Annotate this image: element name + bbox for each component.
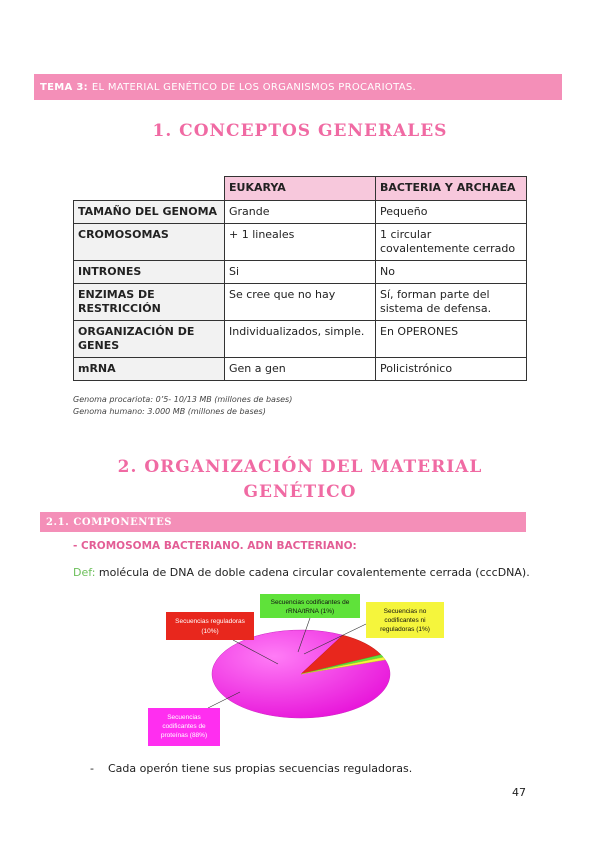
cell-bacteria: No [376,261,527,284]
subsection-bar: 2.1. COMPONENTES [40,512,526,532]
definition [73,566,530,579]
topic-banner [34,74,562,100]
row-label: mRNA [74,358,225,381]
label-proteins [148,708,220,746]
label-proteins-line2: codificantes de [162,723,206,730]
row-label: INTRONES [74,261,225,284]
label-box-regulatory [166,612,254,640]
definition-text: molécula de DNA de doble cadena circular covalentemente cerrada (cccDNA). [95,566,530,579]
row-label: ORGANIZACIÓN DE GENES [74,321,225,358]
pie-chart [148,592,454,752]
table-row [74,224,527,261]
cell-bacteria: Policistrónico [376,358,527,381]
cell-bacteria: En OPERONES [376,321,527,358]
topic-prefix: TEMA 3: [40,81,88,93]
page-number: 47 [512,786,526,799]
table-row [74,321,527,358]
genome-note-human: Genoma humano: 3.000 MB (millones de bases) [73,407,266,416]
table-corner [74,177,225,201]
label-rrna-line1: Secuencias codificantes de [270,599,350,606]
definition-key: Def: [73,566,96,579]
table-header-row [74,177,527,201]
table-row [74,201,527,224]
cell-eukarya: Gen a gen [225,358,376,381]
label-noncoding-line2: codificantes ni [384,617,426,624]
row-label: CROMOSOMAS [74,224,225,261]
label-regulatory [166,612,254,640]
section-1-title: 1. CONCEPTOS GENERALES [152,121,448,141]
genome-note-prokaryote: Genoma procariota: 0’5- 10/13 MB (millones de bases) [73,395,293,404]
cell-eukarya: Individualizados, simple. [225,321,376,358]
label-noncoding-line1: Secuencias no [383,608,427,615]
bullet-item [90,762,412,775]
cell-eukarya: Si [225,261,376,284]
cell-bacteria: Pequeño [376,201,527,224]
table-row [74,358,527,381]
section-2-title [0,455,600,505]
bullet-dash: - [90,762,94,775]
row-label: TAMAÑO DEL GENOMA [74,201,225,224]
section-2-title-line2: GENÉTICO [243,482,357,502]
cell-bacteria: Sí, forman parte del sistema de defensa. [376,284,527,321]
table-row [74,284,527,321]
topic-title: EL MATERIAL GENÉTICO DE LOS ORGANISMOS PROCARIOTAS. [91,81,416,93]
table-row [74,261,527,284]
subsection-heading: - CROMOSOMA BACTERIANO. ADN BACTERIANO: [73,540,357,552]
cell-eukarya: Se cree que no hay [225,284,376,321]
cell-bacteria: 1 circular covalentemente cerrado [376,224,527,261]
cell-eukarya: Grande [225,201,376,224]
column-header-eukarya: EUKARYA [225,177,376,201]
label-regulatory-line2: (10%) [201,628,219,635]
label-noncoding [366,602,444,638]
column-header-bacteria: BACTERIA Y ARCHAEA [376,177,527,201]
label-regulatory-line1: Secuencias reguladoras [175,618,245,625]
section-2-title-line1: 2. ORGANIZACIÓN DEL MATERIAL [117,457,483,477]
label-proteins-line1: Secuencias [167,714,201,721]
comparison-table [73,176,527,381]
label-proteins-line3: proteínas (88%) [160,732,208,739]
label-rrna-line2: rRNA/tRNA (1%) [285,608,335,615]
cell-eukarya: + 1 lineales [225,224,376,261]
label-noncoding-line3: reguladoras (1%) [380,626,430,633]
row-label: ENZIMAS DE RESTRICCIÓN [74,284,225,321]
bullet-text: Cada operón tiene sus propias secuencias reguladoras. [108,762,413,775]
label-rrna [260,594,360,618]
